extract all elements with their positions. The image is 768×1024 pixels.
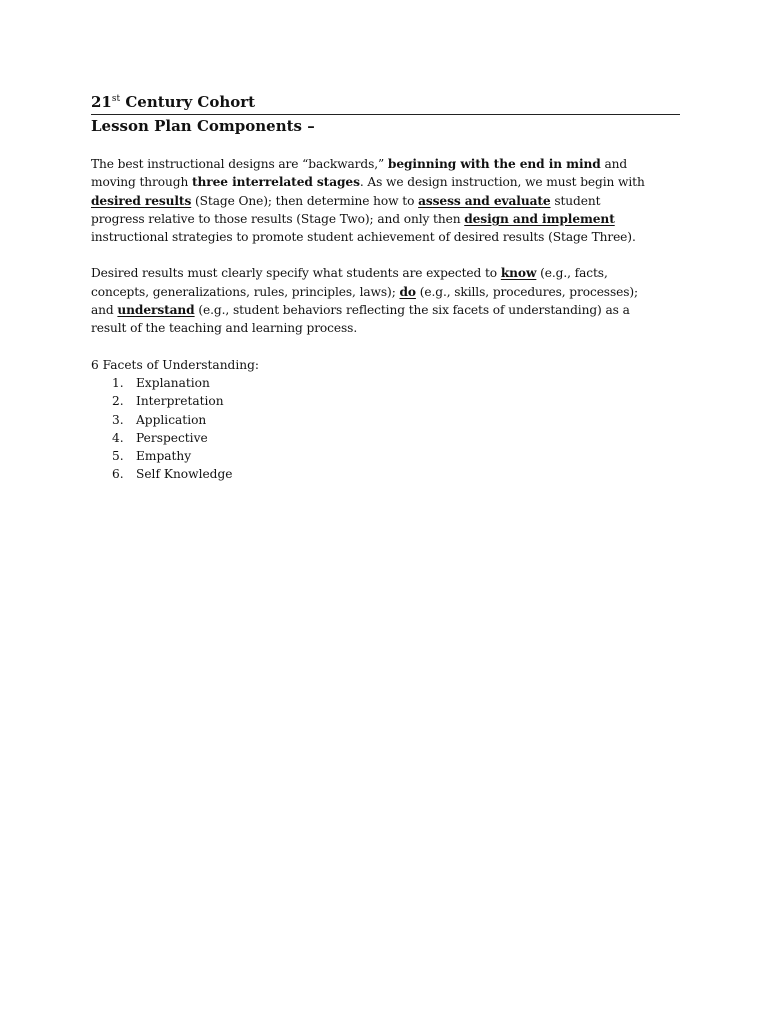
- list-item-number: 1.: [112, 375, 124, 390]
- paragraph-line: [91, 192, 681, 210]
- text-run: student: [550, 193, 601, 208]
- list-item-number: 5.: [112, 449, 124, 464]
- list-item-label: Self Knowledge: [136, 467, 233, 482]
- list-item-number: 4.: [112, 430, 124, 445]
- list-item: [91, 447, 681, 465]
- bold-underlined-text: design and implement: [464, 211, 615, 226]
- list-item-label: Explanation: [136, 375, 210, 390]
- list-item: [91, 392, 681, 410]
- list-item-number: 3.: [112, 412, 124, 427]
- paragraph-line: [91, 319, 681, 337]
- text-run: and: [600, 157, 628, 171]
- text-run: instructional strategies to promote student achievement of desired results (Stage Three).: [91, 230, 636, 245]
- bold-underlined-text: assess and evaluate: [418, 193, 551, 208]
- spacer: [91, 137, 681, 155]
- spacer: [91, 246, 681, 264]
- paragraph-line: [91, 301, 681, 319]
- spacer: [91, 338, 681, 356]
- list-item: [91, 374, 681, 392]
- text-run: (e.g., facts,: [536, 266, 608, 281]
- paragraph-line: [91, 283, 681, 301]
- facets-heading: 6 Facets of Understanding:: [91, 357, 259, 372]
- intro-paragraph: [91, 155, 681, 246]
- list-item-number: 6.: [112, 467, 124, 482]
- paragraph-line: [91, 155, 681, 173]
- paragraph-line: [91, 210, 681, 228]
- list-item-label: Perspective: [136, 430, 208, 445]
- text-run: The best instructional designs are “backwards,”: [91, 157, 388, 171]
- bold-underlined-text: desired results: [91, 193, 192, 208]
- title-prefix: 21: [91, 93, 112, 111]
- paragraph-line: [91, 228, 681, 246]
- text-run: progress relative to those results (Stage Two); and only then: [91, 211, 465, 226]
- bold-underlined-text: know: [500, 266, 537, 281]
- text-run: and: [91, 303, 118, 318]
- text-run: Desired results must clearly specify what students are expected to: [91, 266, 501, 281]
- list-item-label: Empathy: [136, 449, 192, 464]
- desired-results-paragraph: [91, 264, 681, 337]
- bold-underlined-text: do: [399, 284, 416, 299]
- title-superscript: st: [111, 94, 121, 104]
- text-run: (e.g., student behaviors reflecting the six facets of understanding) as a: [194, 303, 630, 318]
- text-run: result of the teaching and learning process.: [91, 321, 358, 336]
- title-divider: [91, 114, 680, 115]
- title-suffix: Century Cohort: [120, 93, 256, 111]
- bold-text: beginning with the end in mind: [387, 157, 601, 171]
- list-item: [91, 465, 681, 483]
- list-item: [91, 429, 681, 447]
- list-item-label: Interpretation: [136, 394, 224, 409]
- paragraph-line: [91, 173, 681, 191]
- document-title: [91, 92, 681, 113]
- document-subtitle: Lesson Plan Components –: [91, 117, 315, 135]
- list-item-label: Application: [136, 412, 207, 427]
- bold-underlined-text: understand: [117, 303, 195, 318]
- text-run: (e.g., skills, procedures, processes);: [415, 284, 639, 299]
- document-page: [91, 92, 681, 484]
- text-run: concepts, generalizations, rules, principles, laws);: [91, 284, 400, 299]
- text-run: . As we design instruction, we must begin with: [359, 175, 645, 190]
- paragraph-line: [91, 264, 681, 282]
- list-item-number: 2.: [112, 394, 124, 409]
- text-run: (Stage One); then determine how to: [191, 193, 419, 208]
- list-item: [91, 411, 681, 429]
- text-run: moving through: [91, 175, 192, 190]
- bold-text: three interrelated stages: [192, 175, 360, 190]
- facets-list: [91, 374, 681, 484]
